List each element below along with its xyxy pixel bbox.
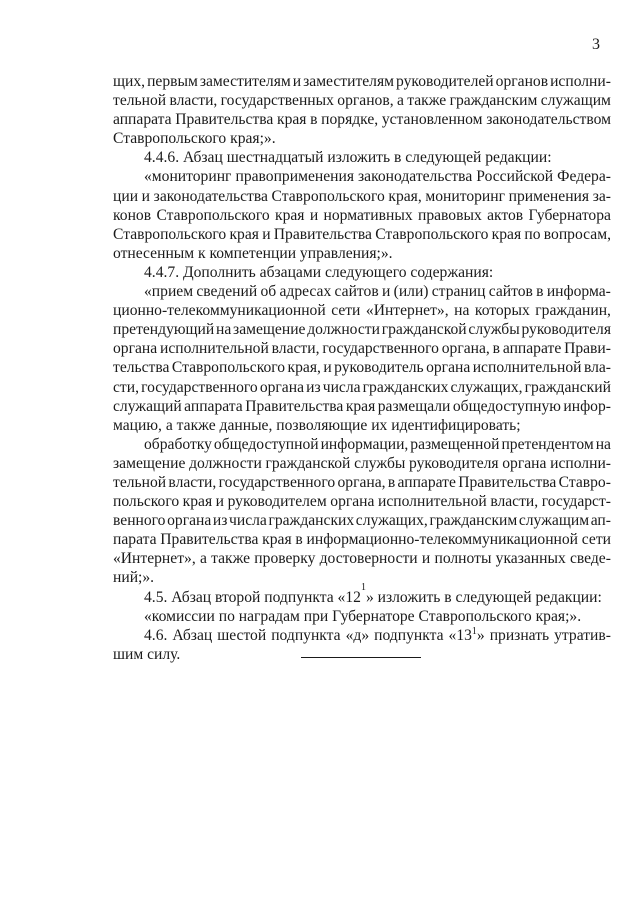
word: Ставро- — [558, 473, 611, 491]
word: заместителям — [199, 73, 291, 90]
word: замещение — [233, 321, 306, 339]
word: края — [277, 111, 307, 129]
subparagraph-reference — [449, 626, 485, 645]
word: Правительства — [245, 397, 344, 415]
document-line-text: 4.4.7. Дополнить абзацами следующего содержания: — [144, 263, 494, 281]
word: претендующий — [113, 321, 215, 339]
word: государственных — [220, 92, 334, 110]
paragraph-4-5-text-after: » изложить в следующей редакции: — [365, 588, 602, 606]
word: исполнительной — [377, 493, 487, 511]
word: мониторинг — [425, 187, 506, 205]
word: аппарате — [397, 473, 456, 491]
word: вла- — [583, 359, 611, 377]
document-line-text: ний;». — [113, 569, 155, 587]
word: Ставропольского — [156, 206, 270, 224]
word: адресах — [279, 283, 332, 301]
word: и — [141, 187, 151, 205]
document-line — [113, 91, 611, 110]
word: сведе- — [569, 550, 611, 568]
word: органа — [330, 493, 375, 511]
word: из — [212, 512, 228, 530]
document-line — [113, 378, 611, 397]
word: руководителя — [521, 321, 611, 339]
document-line — [113, 110, 611, 129]
word: руководитель — [334, 359, 424, 377]
document-line — [113, 530, 611, 549]
word: гражданских — [268, 512, 355, 530]
word: сайтов — [488, 283, 533, 301]
word: исполни- — [550, 73, 611, 90]
word: власти, — [168, 473, 217, 491]
word: польского — [113, 493, 180, 511]
document-line-text: мацию, а также данные, позволяющие их идентифицировать; — [113, 416, 521, 434]
document-line — [113, 473, 611, 492]
word: Правительства — [160, 531, 259, 549]
word: размещенной — [410, 435, 500, 453]
word: также — [211, 550, 251, 568]
superscript: 1 — [471, 625, 477, 637]
word: «мониторинг — [144, 168, 232, 186]
word: службы — [354, 454, 406, 472]
word: аппарата — [184, 397, 243, 415]
document-line-text: Ставропольского края;». — [113, 130, 276, 148]
word: актов — [487, 206, 524, 224]
word: края — [491, 225, 522, 243]
word: конов — [113, 206, 152, 224]
word: ап- — [590, 512, 611, 530]
word: края — [229, 225, 259, 243]
reference-text: «13 — [448, 626, 472, 644]
word: власти, — [490, 493, 539, 511]
word: Прави- — [564, 340, 611, 358]
word: в — [536, 283, 544, 301]
word: Абзац — [172, 626, 213, 644]
document-line — [113, 320, 611, 339]
word: (или) — [393, 283, 429, 301]
document-line — [113, 435, 611, 454]
word: установленном — [381, 111, 483, 129]
word: в — [310, 111, 318, 129]
word: должности — [189, 454, 262, 472]
word: полноты — [434, 550, 492, 568]
word: служащих, — [355, 512, 428, 530]
word: гражданской — [265, 454, 351, 472]
word: обработку — [144, 435, 212, 453]
word: в — [492, 340, 501, 358]
word: претендентом — [501, 435, 594, 453]
word: тельной — [113, 92, 167, 110]
word: органа — [502, 454, 547, 472]
word: в — [387, 473, 396, 491]
word: исполнительной — [160, 340, 269, 358]
word: ционно-телекоммуникационной — [113, 302, 326, 320]
word: шестой — [217, 626, 267, 644]
word: «Интернет», — [365, 302, 449, 320]
word: органа — [426, 359, 471, 377]
paragraph-4-5 — [113, 581, 611, 607]
word: Правительства — [175, 111, 274, 129]
word: законодательства — [358, 168, 473, 186]
word: на — [216, 321, 232, 339]
word: по — [524, 225, 541, 243]
document-line — [113, 282, 611, 301]
word: достоверности — [319, 550, 418, 568]
document-line — [113, 129, 611, 148]
word: и — [262, 225, 271, 243]
word: парата — [113, 531, 157, 549]
word: края — [345, 397, 376, 415]
word: сети — [581, 531, 611, 549]
word: Ставропольского — [171, 359, 286, 377]
word: информа- — [546, 283, 611, 301]
word: признать — [489, 626, 550, 644]
word: государст- — [541, 493, 611, 511]
word: общедоступную — [452, 397, 561, 415]
document-line — [113, 358, 611, 377]
word: руководителем — [227, 493, 327, 511]
word: на — [595, 435, 611, 453]
document-line-text: 4.4.6. Абзац шестнадцатый изложить в следующей редакции: — [144, 149, 552, 167]
document-line — [113, 225, 611, 244]
paragraph-4-5-quote: «комиссии по наградам при Губернаторе Ставропольского края;». — [144, 607, 582, 625]
word: и — [323, 359, 332, 377]
word: Ставропольского — [375, 225, 489, 243]
word: первым — [147, 73, 198, 90]
word: сайтов — [334, 283, 379, 301]
word: службы — [468, 321, 520, 339]
word: законодательства — [153, 187, 268, 205]
word: ции — [113, 187, 139, 205]
paragraph-4-5-text-before: 4.5. Абзац второй подпункта «12 — [144, 588, 361, 606]
paragraph-4-6-end-text: шим силу. — [113, 645, 181, 663]
document-line — [113, 397, 611, 416]
word: щих, — [113, 73, 146, 90]
word: инфор- — [563, 397, 611, 415]
word: органа, — [441, 340, 490, 358]
document-line — [113, 492, 611, 511]
word: гражданских — [362, 378, 449, 396]
word: гражданским — [429, 512, 518, 530]
word: Федера- — [557, 168, 611, 186]
word: и — [292, 73, 302, 90]
document-line — [113, 416, 611, 435]
word: гражданским — [449, 92, 538, 110]
word: тельной — [113, 473, 167, 491]
word: вопросам, — [543, 225, 611, 243]
document-line — [113, 339, 611, 358]
word: органа — [167, 512, 212, 530]
word: и — [309, 206, 319, 224]
document-line — [113, 206, 611, 225]
page-number: 3 — [592, 36, 600, 53]
word: Правительства — [458, 473, 557, 491]
word: указанных — [495, 550, 566, 568]
word: органа — [259, 378, 304, 396]
word: исполни- — [550, 454, 611, 472]
word: числа — [322, 378, 361, 396]
word: информации, — [320, 435, 409, 453]
word: служащий — [113, 397, 182, 415]
paragraph-4-6 — [113, 626, 611, 645]
word: «д» — [345, 626, 370, 644]
reference-close: » — [476, 626, 485, 644]
superscript: 1 — [360, 581, 366, 593]
word: Российской — [476, 168, 554, 186]
end-of-document-rule — [301, 657, 421, 658]
word: нормативных — [323, 206, 413, 224]
word: страниц — [431, 283, 486, 301]
word: на — [454, 302, 470, 320]
document-body — [113, 72, 611, 664]
word: гражданской — [381, 321, 467, 339]
word: и — [215, 493, 225, 511]
word: законодательством — [486, 111, 611, 129]
document-line — [113, 167, 611, 186]
word: руководителей — [396, 73, 494, 90]
word: власти, — [169, 92, 218, 110]
word: 4.6. — [144, 626, 168, 644]
word: за- — [592, 187, 611, 205]
word: также — [407, 92, 447, 110]
word: общедоступной — [213, 435, 319, 453]
paragraph-4-6-end — [113, 645, 611, 664]
word: утратив- — [554, 626, 611, 644]
word: должности — [307, 321, 380, 339]
word: Ставропольского — [113, 225, 227, 243]
word: служащих, — [450, 378, 523, 396]
word: размещали — [377, 397, 451, 415]
document-line — [113, 72, 611, 91]
word: края — [182, 493, 213, 511]
word: Ставропольского — [271, 187, 385, 205]
word: тельства — [113, 359, 170, 377]
word: государственного — [218, 473, 336, 491]
word: и — [381, 283, 391, 301]
word: Губернатора — [528, 206, 611, 224]
word: края, — [287, 359, 321, 377]
word: аппарата — [113, 111, 172, 129]
word: применения — [508, 187, 590, 205]
word: Правительства — [273, 225, 372, 243]
word: края — [275, 206, 305, 224]
word: из — [306, 378, 321, 396]
word: органов, — [337, 92, 394, 110]
word: служащим — [518, 512, 590, 530]
word: исполнительной — [472, 359, 582, 377]
word: гражданин, — [535, 302, 611, 320]
document-line — [113, 263, 611, 282]
document-lines — [113, 72, 611, 588]
word: органа — [113, 340, 158, 358]
word: органов — [495, 73, 549, 90]
word: служащим — [540, 92, 611, 110]
word: числа — [229, 512, 267, 530]
word: правовых — [417, 206, 482, 224]
document-line — [113, 244, 611, 263]
word: порядке, — [321, 111, 379, 129]
word: об — [260, 283, 277, 301]
paragraph-4-5-text — [113, 607, 611, 626]
word: в — [295, 531, 303, 549]
word: которых — [474, 302, 530, 320]
word: государственного — [322, 340, 439, 358]
document-line-text: отнесенным к компетенции управления;». — [113, 244, 393, 262]
word: и — [421, 550, 431, 568]
word: края — [262, 531, 292, 549]
word: подпункта — [271, 626, 341, 644]
word: венного — [113, 512, 166, 530]
word: подпункта — [374, 626, 444, 644]
word: правоприменения — [235, 168, 354, 186]
word: руководителя — [409, 454, 499, 472]
word: сети — [331, 302, 361, 320]
word: сти, — [113, 378, 139, 396]
word: а — [199, 550, 207, 568]
word: сведений — [196, 283, 258, 301]
document-line — [113, 187, 611, 206]
word: «Интернет», — [113, 550, 196, 568]
word: «прием — [144, 283, 194, 301]
document-line — [113, 301, 611, 320]
word: замещение — [113, 454, 186, 472]
word: информационно-телекоммуникационной — [306, 531, 579, 549]
document-line — [113, 454, 611, 473]
word: а — [396, 92, 404, 110]
word: органа, — [337, 473, 386, 491]
word: власти, — [271, 340, 320, 358]
word: аппарате — [502, 340, 562, 358]
document-line — [113, 148, 611, 167]
word: гражданский — [524, 378, 611, 396]
word: заместителям — [303, 73, 395, 90]
word: проверку — [254, 550, 316, 568]
document-line — [113, 549, 611, 568]
document-line — [113, 511, 611, 530]
word: края, — [388, 187, 422, 205]
word: государственного — [141, 378, 258, 396]
